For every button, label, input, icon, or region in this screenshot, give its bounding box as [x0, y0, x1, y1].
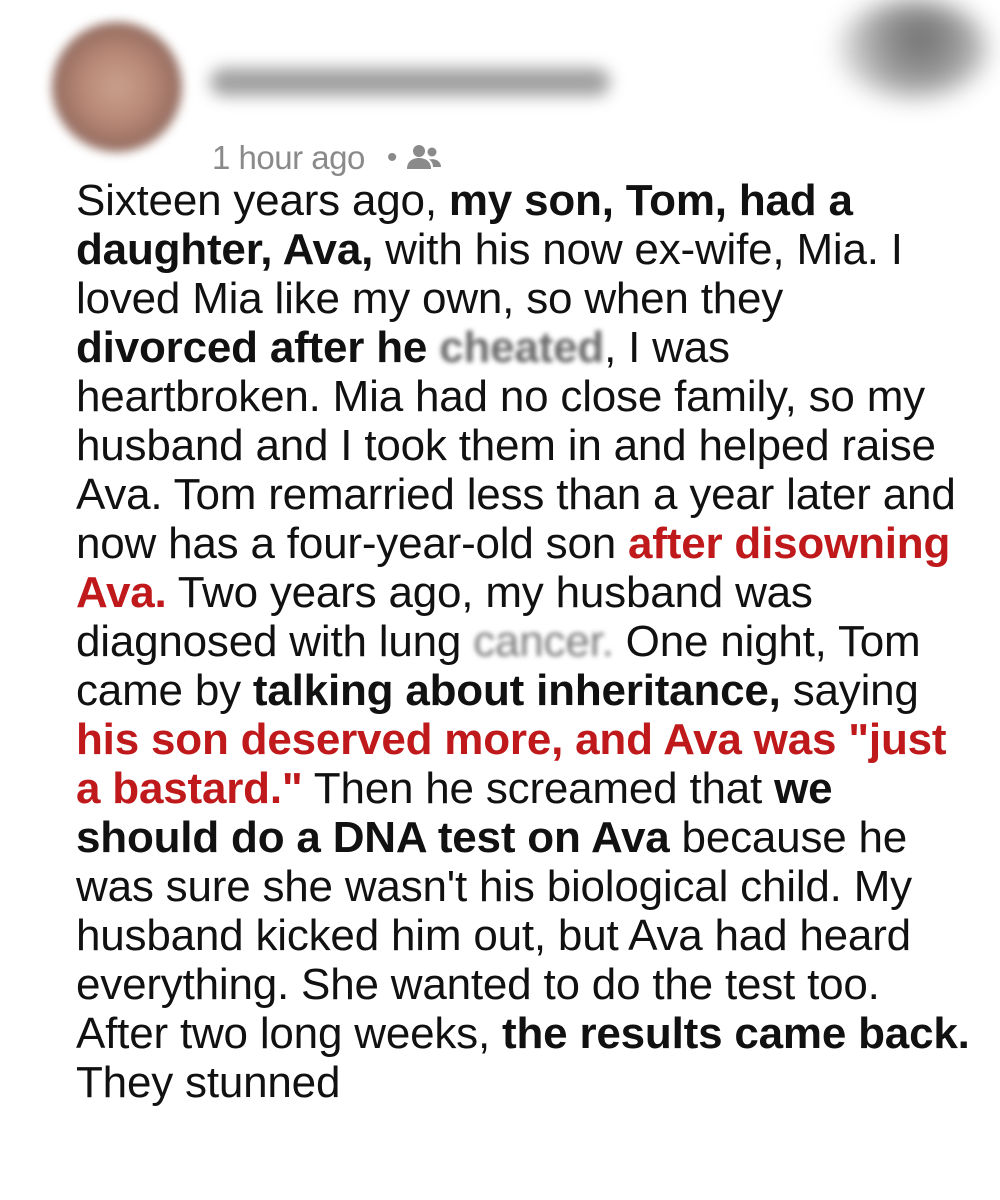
options-button-blurred[interactable]	[838, 0, 988, 98]
story-bold-segment: divorced after he	[76, 323, 440, 372]
story-text-segment: Then he screamed that	[302, 764, 775, 813]
story-text-segment: with his now ex-wife, Mia. I loved Mia like my own, so when they	[76, 225, 903, 323]
story-text-segment: One night, Tom came by	[76, 617, 921, 715]
story-text-segment: because he was sure she wasn't his biological child. My husband kicked him out, but Ava had heard everything. She wanted to do the test too. After two long weeks,	[76, 813, 912, 1058]
post-meta	[212, 138, 443, 178]
story-text-segment: saying	[780, 666, 919, 715]
story-censored-word: cheated	[439, 323, 605, 372]
story-text-segment: Sixteen years ago,	[76, 176, 449, 225]
separator-dot: •	[386, 141, 397, 174]
timestamp[interactable]: 1 hour ago	[212, 139, 365, 176]
story-bold-segment: my son, Tom, had a daughter, Ava,	[76, 176, 853, 274]
post-story-text	[76, 176, 976, 1107]
story-censored-word: cancer.	[473, 617, 614, 666]
story-text-segment: They stunned	[76, 1058, 341, 1107]
story-highlight-segment: after disowning Ava.	[76, 519, 951, 617]
story-bold-segment: the results came back.	[502, 1009, 970, 1058]
people-icon[interactable]	[405, 142, 443, 174]
story-bold-segment: talking about inheritance,	[252, 666, 781, 715]
username-redacted[interactable]	[210, 68, 610, 96]
story-text-segment: , I was heartbroken. Mia had no close family, so my husband and I took them in and helped raise Ava. Tom remarried less than a year later and now has a four-year-old son	[76, 323, 956, 568]
avatar[interactable]	[52, 22, 182, 152]
story-bold-segment: we should do a DNA test on Ava	[76, 764, 833, 862]
story-text-segment: Two years ago, my husband was diagnosed with lung	[76, 568, 813, 666]
story-highlight-segment: his son deserved more, and Ava was "just a bastard."	[76, 715, 947, 813]
